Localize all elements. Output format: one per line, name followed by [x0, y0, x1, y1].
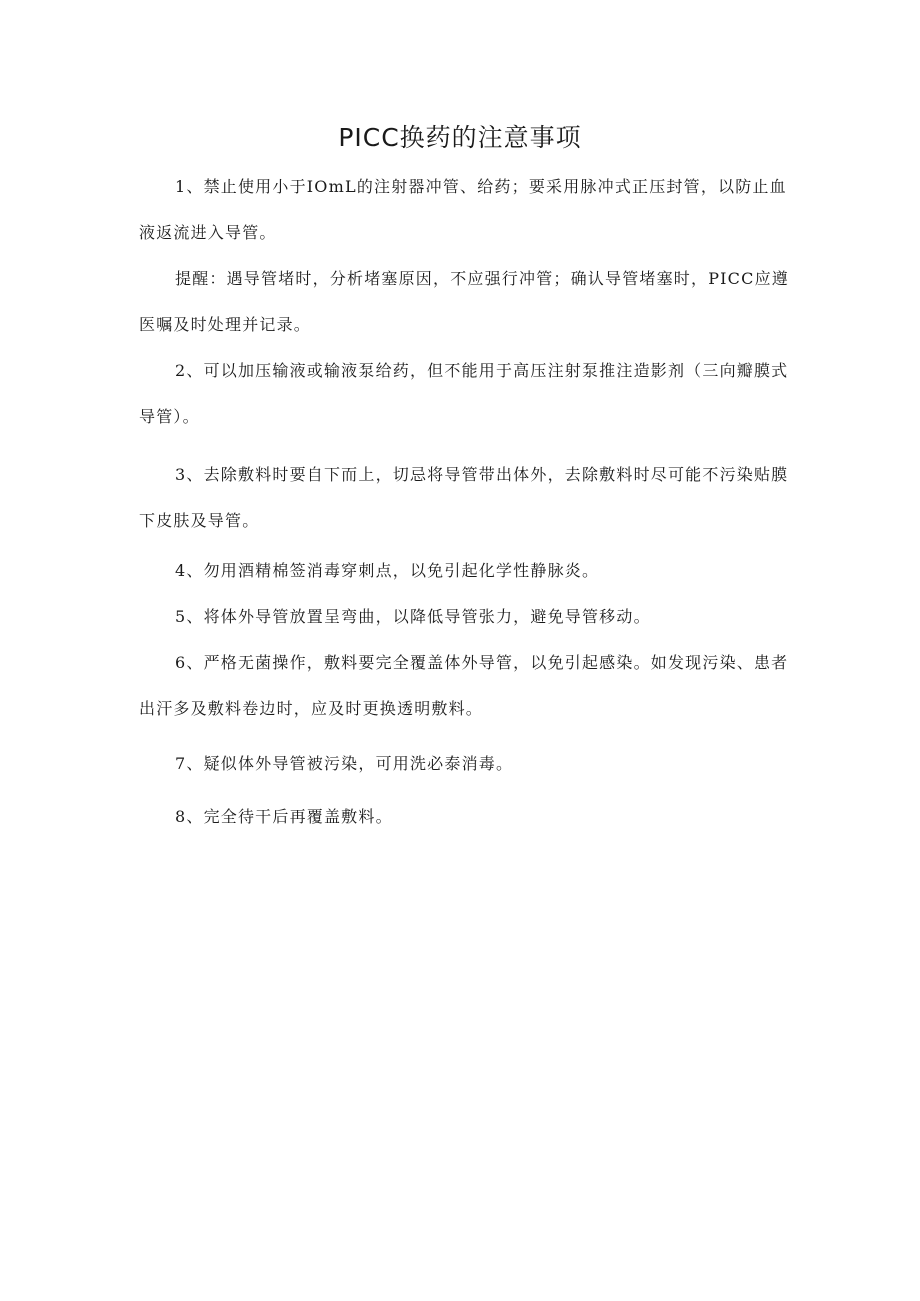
- paragraph-remove-dressing: 3、去除敷料时要自下而上，切忌将导管带出体外，去除敷料时尽可能不污染贴膜下皮肤及导管。: [139, 465, 789, 530]
- paragraph-no-alcohol-swab: 4、勿用酒精棉签消毒穿刺点，以免引起化学性静脉炎。: [175, 561, 600, 580]
- paragraph-pressure-infusion: 2、可以加压输液或输液泵给药，但不能用于高压注射泵推注造影剂（三向瓣膜式导管）。: [139, 361, 789, 426]
- paragraph-dry-before-cover: 8、完全待干后再覆盖敷料。: [175, 807, 393, 826]
- paragraph-chlorhexidine-disinfection: 7、疑似体外导管被污染，可用洗必泰消毒。: [175, 754, 514, 773]
- paragraph-flush-syringe: 1、禁止使用小于IOmL的注射器冲管、给药；要采用脉冲式正压封管，以防止血液返流进入导管。: [139, 177, 787, 242]
- paragraph-aseptic-operation: 6、严格无菌操作，敷料要完全覆盖体外导管，以免引起感染。如发现污染、患者出汗多及敷料卷边时，应及时更换透明敷料。: [139, 653, 789, 718]
- paragraph-curve-catheter: 5、将体外导管放置呈弯曲，以降低导管张力，避免导管移动。: [175, 607, 651, 626]
- paragraph-reminder-blockage: 提醒：遇导管堵时，分析堵塞原因，不应强行冲管；确认导管堵塞时，PICC应遵医嘱及时处理并记录。: [139, 269, 789, 334]
- document-title: PICC换药的注意事项: [338, 123, 582, 152]
